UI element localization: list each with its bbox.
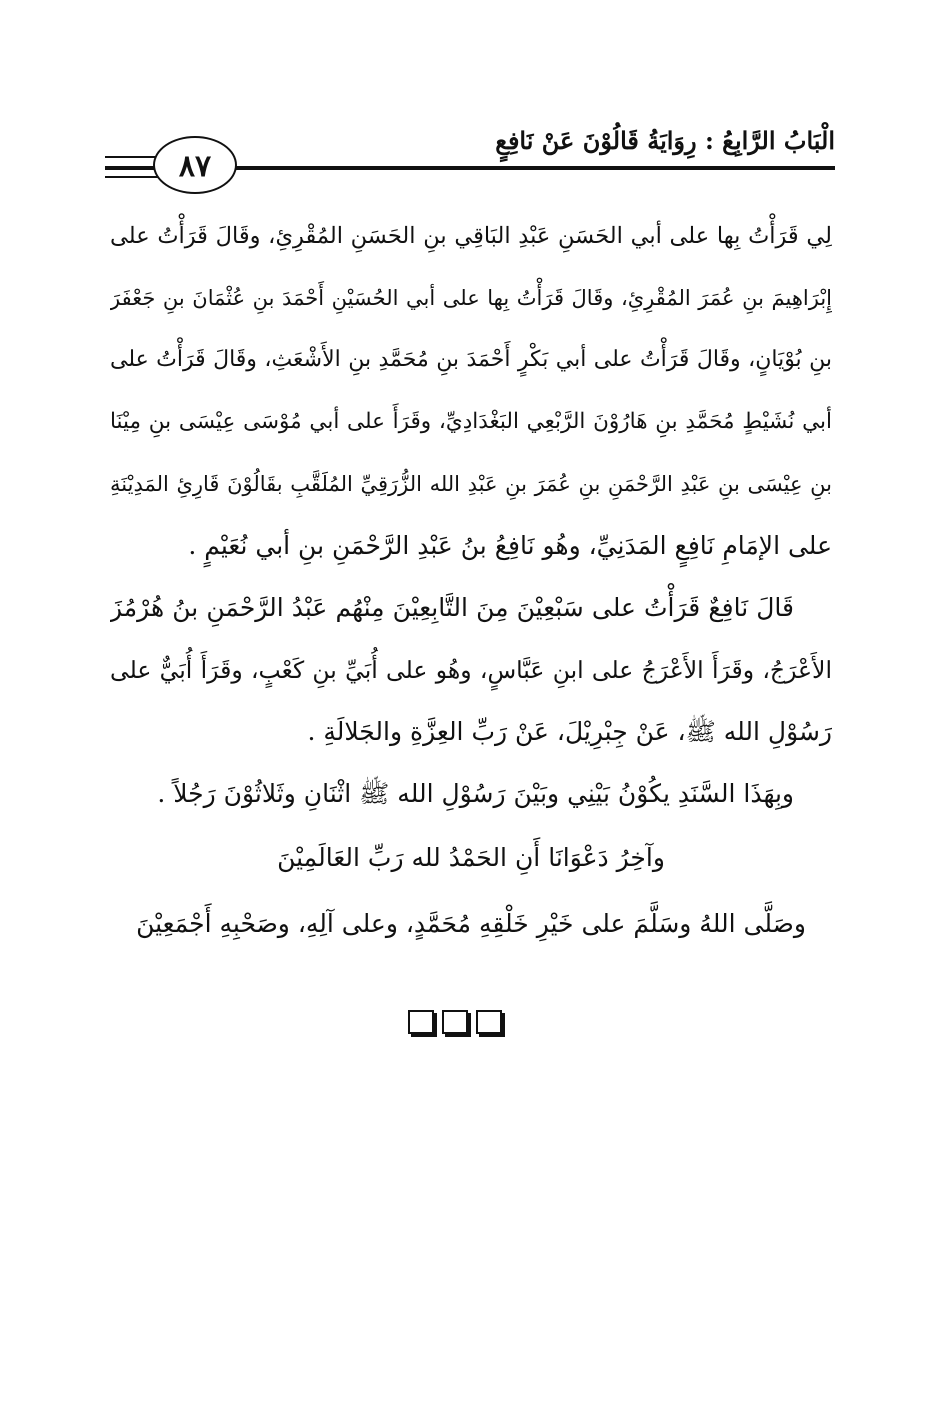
- ornament-square: [408, 1010, 434, 1034]
- closing-line: وبِهَذَا السَّنَدِ يكُوْنُ بَيْنِي وبَيْنَ رَسُوْلِ الله ﷺ اثْنَانِ وثَلاثُوْنَ رَجُلاً .: [157, 779, 794, 808]
- text-line: الأَعْرَجُ، وقَرَأَ الأَعْرَجُ على ابنِ عَبَّاسٍ، وهُو على أُبَيِّ بنِ كَعْبٍ، وقَرَأَ أُبَيٌّ على: [110, 656, 832, 684]
- running-title: الْبَابُ الرَّابِعُ : رِوَايَةُ قَالُوْنَ عَنْ نَافِعٍ: [495, 126, 835, 155]
- body-text: [110, 205, 832, 957]
- closing-line: وصَلَّى اللهُ وسَلَّمَ على خَيْرِ خَلْقِهِ مُحَمَّدٍ، وعلى آلِهِ، وصَحْبِهِ أَجْمَعِيْنَ: [136, 909, 806, 938]
- text-line: أبي نُشَيْطٍ مُحَمَّدِ بنِ هَارُوْنَ الرَّبْعِي البَغْدَادِيِّ، وقَرَأَ على أبي مُوْسَى عِيْسَى بنِ مِيْنَا: [110, 409, 832, 434]
- text-line: بنِ بُوْيَانٍ، وقَالَ قَرَأْتُ على أبي بَكْرٍ أَحْمَدَ بنِ مُحَمَّدِ بنِ الأَشْعَثِ، وقَالَ قَرَأْتُ على: [110, 347, 832, 372]
- ornament-square: [476, 1010, 502, 1034]
- text-line: رَسُوْلِ الله ﷺ، عَنْ جِبْرِيْلَ، عَنْ رَبِّ العِزَّةِ والجَلالَةِ .: [307, 717, 832, 746]
- page-header: [105, 108, 835, 198]
- text-line: على الإمَامِ نَافِعٍ المَدَنِيِّ، وهُو نَافِعُ بنُ عَبْدِ الرَّحْمَنِ بنِ أبي نُعَيْمٍ .: [188, 531, 832, 560]
- closing-line: وآخِرُ دَعْوَانَا أَنِ الحَمْدُ لله رَبِّ العَالَمِيْنَ: [277, 843, 665, 872]
- end-ornament-icon: [400, 1010, 510, 1036]
- page-number: ٨٧: [153, 136, 237, 194]
- ornament-square: [442, 1010, 468, 1034]
- text-line: إِبْرَاهِيمَ بنِ عُمَرَ المُقْرِئِ، وقَالَ قَرَأْتُ بِها على أبي الحُسَيْنِ أَحْمَدَ بنِ عُثْمَانَ بنِ جَعْفَرَ: [110, 286, 832, 310]
- text-line: لِي قَرَأْتُ بِها على أبي الحَسَنِ عَبْدِ البَاقِي بنِ الحَسَنِ المُقْرِئِ، وقَالَ قَرَأْتُ على: [110, 223, 832, 249]
- text-line: بنِ عِيْسَى بنِ عَبْدِ الرَّحْمَنِ بنِ عُمَرَ بنِ عَبْدِ الله الزُّرَقِيِّ المُلَقَّبِ بقَالُوْنَ قَارِئِ المَدِيْنَةِ: [110, 472, 832, 496]
- text-line: قَالَ نَافِعٌ قَرَأْتُ على سَبْعِيْنَ مِنَ التَّابِعِيْنَ مِنْهُم عَبْدُ الرَّحْمَنِ بنُ هُرْمُزَ: [110, 593, 794, 622]
